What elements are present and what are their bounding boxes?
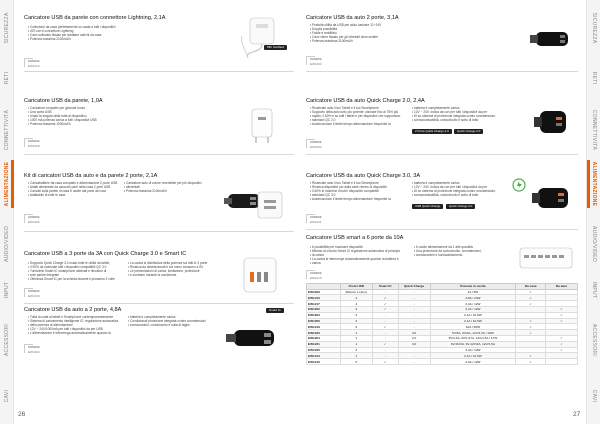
feature-item: • Ottimizza Smart IC per la scheda durante il prossimo 3 volte xyxy=(28,277,124,281)
feature-item: • sovraccarichi e surriscaldamento xyxy=(414,253,506,257)
feature-item: • Facile e redditizio xyxy=(310,31,460,35)
page-number-right: 27 xyxy=(573,411,581,418)
table-cell: ✓ xyxy=(372,341,398,347)
table-row xyxy=(307,359,578,365)
feature-item: • Caricatore compatto per giornale tuoso xyxy=(28,106,178,110)
feature-item: • Potenza massima 2100mA/h xyxy=(124,189,204,193)
left-tab-input[interactable]: INPUT xyxy=(4,281,10,299)
feature-item: • Adattabile di tutte le case xyxy=(28,193,120,197)
table-cell: - xyxy=(372,289,398,295)
product-code: EW1206 xyxy=(28,220,40,224)
table-cell-code: EW1203 xyxy=(307,312,341,318)
table-cell-code: EW1206 xyxy=(307,318,341,324)
feature-item: • Cavo viene fissato per gli oltretutti dove sentire xyxy=(310,35,460,39)
code-label: CODICE xyxy=(310,140,322,144)
right-tab-sicurezza[interactable]: SICUREZZA xyxy=(591,12,597,44)
table-cell-code: EW1209 xyxy=(307,289,341,295)
product-features-col2 xyxy=(124,181,204,193)
table-cell: - xyxy=(398,289,430,295)
product-code: EW1231 xyxy=(310,220,322,224)
table-cell: 2,4A / 12W xyxy=(430,347,516,353)
product-features-col2 xyxy=(414,245,506,257)
feature-item: • Sistema di caricamento intelligente IC: regolazione automatica xyxy=(28,319,124,323)
feature-item: • Potenza massima 3100mA/h xyxy=(310,39,460,43)
feature-item: • Adatti alimentate da casa dei parti nella casa 2 porti USB xyxy=(28,185,120,189)
product-title: Caricatore USB da parete, 1,0A xyxy=(24,98,103,104)
usb-qc-badge: USB Quick Charge xyxy=(412,204,443,209)
code-label: CODICE xyxy=(310,215,322,219)
car-and-wall-charger-kit-image xyxy=(224,178,286,226)
product-title: Caricatore USB a 3 porte da 3A con Quick Charge 3.0 e Smart IC xyxy=(24,251,187,257)
table-cell: 4,8A / 24W xyxy=(430,295,516,301)
table-cell: 2 xyxy=(340,318,372,324)
table-cell-code: EW1216 xyxy=(307,359,341,365)
qc2-car-charger-image xyxy=(532,103,572,143)
dual-usb-car-charger-image xyxy=(224,314,288,360)
product-code: EW1219 xyxy=(310,276,322,280)
table-cell: 3,0 xyxy=(398,341,430,347)
table-cell: 2,1A / 10,5W xyxy=(430,353,516,359)
feature-item: • carica xyxy=(310,261,410,265)
code-label: CODICE xyxy=(28,139,40,143)
product-ew1206 xyxy=(24,170,294,232)
feature-item: • iOS con il connettore Lightning xyxy=(28,29,178,33)
feature-item: • alimentati xyxy=(124,185,204,189)
product-code: EW1202 xyxy=(28,350,40,354)
feature-item: • Caricatore auto di colore reversibile per più dispositivi xyxy=(124,181,204,185)
table-cell: 2 xyxy=(340,306,372,312)
table-cell-code: EW1230 xyxy=(307,347,341,353)
product-features-col2 xyxy=(412,106,506,122)
product-code: EW1204 xyxy=(310,145,322,149)
feature-item: • Il 90% da ricaricate tutti i dispositivi compatibili QC 3.0 xyxy=(28,265,124,269)
code-label: CODICE xyxy=(28,289,40,293)
table-cell: ✓ xyxy=(516,318,546,324)
feature-item: • L'alimentazione è intervenga automaticamente quando la xyxy=(28,331,124,335)
table-header: Quick Charge xyxy=(398,284,430,290)
feature-item: • batteria è completamente carica xyxy=(412,106,506,110)
table-cell: ✓ xyxy=(516,359,546,365)
table-cell-code: EW1231 xyxy=(307,341,341,347)
feature-item: • Potenza massima 2100mA/h xyxy=(28,37,178,41)
product-ew1203 xyxy=(306,12,578,72)
right-side-nav xyxy=(586,0,600,424)
table-cell: ✓ xyxy=(516,330,546,336)
car-charger-image xyxy=(530,22,574,58)
table-cell: - xyxy=(398,318,430,324)
table-cell-code: EW1233 xyxy=(307,330,341,336)
product-features xyxy=(310,181,408,201)
table-cell: - xyxy=(372,347,398,353)
table-cell: 1 xyxy=(340,335,372,341)
feature-item: • Turbolenti Smart IC smartphone abbinati e rilevatori di xyxy=(28,269,124,273)
table-cell: - xyxy=(372,353,398,359)
table-cell: ✓ xyxy=(516,289,546,295)
table-cell: - xyxy=(398,347,430,353)
table-cell-code: EW1204 xyxy=(307,335,341,341)
feature-item: • Il 60% le ricariche di tutti i dispositivi compatibili xyxy=(310,189,408,193)
product-features-col2 xyxy=(412,181,506,197)
product-features xyxy=(28,315,124,335)
table-header: Smart IC xyxy=(372,284,398,290)
table-cell: 0 xyxy=(340,359,372,365)
left-tab-audio-video[interactable]: AUDIO/VIDEO xyxy=(4,225,10,263)
product-features xyxy=(310,23,460,43)
product-code: EW1213 xyxy=(28,64,40,68)
table-cell: 2,4A / 12W xyxy=(430,359,516,365)
left-tab-connettivita[interactable]: CONNETTIVITÀ xyxy=(4,109,10,151)
feature-item: • Potenza massima 1000mA/h xyxy=(28,122,178,126)
table-cell: ✓ xyxy=(546,347,578,353)
table-cell: 6 xyxy=(340,324,372,330)
feature-item: • sovraccarichi, cortocircuito e sulla di taglio xyxy=(128,323,216,327)
table-cell: ✓ xyxy=(372,301,398,307)
table-cell: 2,4A / 12W xyxy=(430,301,516,307)
feature-item: • batteria è completamente carica xyxy=(128,315,216,319)
charger-spec-table xyxy=(306,283,578,365)
table-cell-code: EW1219 xyxy=(307,324,341,330)
feature-item: • sovraccaricabilità, cortocircuito e sotto di tutto xyxy=(412,118,506,122)
table-header: Potenza in uscita xyxy=(430,284,516,290)
table-cell: ✓ xyxy=(546,335,578,341)
code-label: CODICE xyxy=(28,59,40,63)
quick-charge-icon xyxy=(512,178,526,192)
product-features xyxy=(28,106,178,126)
feature-item: • Praticità utilità da USB per aiuto caricare 12~24V xyxy=(310,23,460,27)
table-cell: ✓ xyxy=(546,341,578,347)
product-title: Caricatore USB da parete con connettore Lightning, 2,1A xyxy=(24,15,166,21)
feature-item: • 12V ~ 24V/1000mA per tutti i dispositivi da per USB xyxy=(28,327,124,331)
table-cell: 10A / 50W xyxy=(430,324,516,330)
left-tab-reti[interactable]: RETI xyxy=(4,71,10,85)
feature-item: • Autoriconosce il limite tempo alimentazione frequente la xyxy=(310,197,408,201)
table-cell: 3,0 xyxy=(398,330,430,336)
product-title: Caricatore USB smart a 6 porte da 10A xyxy=(306,235,404,241)
feature-item: • rapido, il 60% e su tutti i tablet e per dispositivi che supportano xyxy=(310,114,408,118)
table-cell: ✓ xyxy=(546,306,578,312)
product-title: Kit di caricatori USB da auto e da parete 2 porte, 2,1A xyxy=(24,173,158,179)
table-cell-code: EW1210 xyxy=(307,295,341,301)
code-label: CODICE xyxy=(28,345,40,349)
feature-item: • sole partire integrate xyxy=(28,273,124,277)
product-features xyxy=(28,25,178,41)
product-ew1204 xyxy=(306,95,578,155)
product-code: EW1233 xyxy=(28,294,40,298)
feature-item: • Caricabatterie da casa compatto e alimentazione 2 porte USB xyxy=(28,181,120,185)
product-features-col2 xyxy=(128,261,216,277)
product-ew1209 xyxy=(24,95,294,155)
product-ew1213 xyxy=(24,12,294,72)
feature-item: • Una porta USB xyxy=(28,110,178,114)
product-title: Caricatore USB da auto 2 porte, 3,1A xyxy=(306,15,399,21)
table-cell: - xyxy=(398,324,430,330)
left-active-marker xyxy=(11,160,14,208)
feature-item: • Ricaricate auto il tuo Tablet e il tuo Smartphone xyxy=(310,106,408,110)
table-cell: 5V/3A, 9V/2A, 12V/1,5A / 18W xyxy=(430,330,516,336)
table-cell: 2,1A / 10,5W xyxy=(430,318,516,324)
product-code: EW1203 xyxy=(310,62,322,66)
feature-item: • 1000 mA potenza carica a tutti i dispositivi USB xyxy=(28,118,178,122)
feature-item: • la carica xyxy=(310,253,410,257)
table-cell: 5V/2,4A, 9V/1,67A, 12V/1,5A / 17W xyxy=(430,335,516,341)
table-cell: ✓ xyxy=(516,295,546,301)
table-cell: ✓ xyxy=(516,301,546,307)
feature-item: • standard QC 2.0 xyxy=(310,118,408,122)
code-label: CODICE xyxy=(310,57,322,61)
feature-item: • Usato la singola della tutta al dispositivo xyxy=(28,114,178,118)
right-tab-audio-video[interactable]: AUDIO/VIDEO xyxy=(591,225,597,263)
table-cell: 1A / 5W xyxy=(430,289,516,295)
product-title: Caricatore USB da auto Quick Charge 2.0, 2,4A xyxy=(306,98,425,104)
product-title: Caricatore USB da auto a 2 porte, 4,8A xyxy=(24,307,122,313)
product-ew1202 xyxy=(24,304,294,388)
product-ew1219 xyxy=(306,232,578,402)
product-title: Caricatore USB da auto Quick Charge 3.0, 3A xyxy=(306,173,421,179)
table-cell: 1 xyxy=(340,353,372,359)
table-cell: 4 xyxy=(340,295,372,301)
table-cell-code: EW1202 xyxy=(307,306,341,312)
feature-item: • 6 uscite alimentazione da 1 alle quantità xyxy=(414,245,506,249)
feature-item: • Collezione da casa perfettamente su usata a tutti i dispositivi xyxy=(28,25,178,29)
table-cell: ✓ xyxy=(372,324,398,330)
feature-item: • 12V ~ 24V. Indica da con per tutti i dispositivi da per xyxy=(412,185,506,189)
table-cell: 1 xyxy=(340,341,372,347)
table-cell: ✓ xyxy=(516,324,546,330)
three-port-qc-charger-image xyxy=(236,252,284,298)
table-cell: 1 xyxy=(340,330,372,336)
feature-item: • Doppia possibilità xyxy=(310,27,460,31)
page-number-left: 26 xyxy=(18,411,26,418)
feature-item: • Le presentazioni di carica, limitazione, protezione xyxy=(128,269,216,273)
table-header: Porte USB xyxy=(340,284,372,290)
feature-item: • e contrario durante la condizione xyxy=(128,273,216,277)
table-cell: (Bianco e Nero) xyxy=(340,289,372,295)
table-cell: 4 xyxy=(340,301,372,307)
quick-charge-badge: Quick Charge 3.0 xyxy=(446,204,475,209)
table-cell: 2 xyxy=(340,347,372,353)
left-tab-accessori[interactable]: ACCESSORI xyxy=(4,323,10,357)
table-cell: ✓ xyxy=(372,359,398,365)
table-cell: ✓ xyxy=(516,353,546,359)
feature-item: • Ricaricate auto il tuo Tablet e il tuo Smartphone xyxy=(310,181,408,185)
table-cell: ✓ xyxy=(546,318,578,324)
table-cell-code: EW1213 xyxy=(307,353,341,359)
left-side-nav xyxy=(0,0,14,424)
right-tab-input[interactable]: INPUT xyxy=(591,281,597,299)
table-cell: - xyxy=(372,312,398,318)
feature-item: • Supporta Quick Charge 3.0 usato tutte le utilità da tablet, xyxy=(28,261,124,265)
product-features-col2 xyxy=(128,315,216,327)
table-cell: ✓ xyxy=(372,295,398,301)
feature-item: • Di su sistema di protezione integrata contro sovratensioni, xyxy=(412,189,506,193)
product-ew1231 xyxy=(306,170,578,230)
feature-item: • Caricati sulla parete di casa 5 uscite dal porto dei cavi xyxy=(28,189,120,193)
table-cell: - xyxy=(398,353,430,359)
product-ew1233 xyxy=(24,248,294,304)
product-code: EW1209 xyxy=(28,144,40,148)
table-cell: 2,4A / 12W xyxy=(430,306,516,312)
right-tab-cavi[interactable]: CAVI xyxy=(591,389,597,403)
feature-item: • della potenza di alimentazione xyxy=(28,323,124,327)
table-cell xyxy=(546,359,578,365)
product-features xyxy=(310,106,408,126)
lightning-wall-charger-image xyxy=(236,14,284,60)
code-label: CODICE xyxy=(28,215,40,219)
table-cell: - xyxy=(398,306,430,312)
table-cell: - xyxy=(372,330,398,336)
left-tab-cavi[interactable]: CAVI xyxy=(4,389,10,403)
feature-item: • batteria è completamente carica xyxy=(412,181,506,185)
table-cell-code: EW1217 xyxy=(307,301,341,307)
feature-item: • standard QC 3.0 xyxy=(310,193,408,197)
product-features xyxy=(310,245,410,265)
table-cell: - xyxy=(372,318,398,324)
ports-badge: 2 Porte Quick Charge 2.0 xyxy=(412,129,452,134)
table-cell: 2 xyxy=(340,312,372,318)
feature-item: • La carica si distributiva della potenza sui tutti le 3 porte xyxy=(128,261,216,265)
feature-item: • Ricarica da deselezionati e sul meno consumo a 5V xyxy=(128,265,216,269)
feature-item: • Minimo di circuito Smart IC regolazione automatica di principio xyxy=(310,249,410,253)
table-cell: - xyxy=(372,335,398,341)
product-features xyxy=(28,181,120,197)
table-cell: - xyxy=(398,312,430,318)
white-wall-charger-image xyxy=(242,99,282,147)
table-cell: ✓ xyxy=(546,312,578,318)
table-cell: - xyxy=(398,359,430,365)
right-tab-connettivita[interactable]: CONNETTIVITÀ xyxy=(591,109,597,151)
table-header: Da auto xyxy=(546,284,578,290)
feature-item: • Cavo sollevato fissato per adattare carichi da casa xyxy=(28,33,178,37)
left-tab-sicurezza[interactable]: SICUREZZA xyxy=(4,12,10,44)
quick-charge-badge: Quick Charge 2.0 xyxy=(454,129,483,134)
right-tab-accessori[interactable]: ACCESSORI xyxy=(591,323,597,357)
feature-item: • Condizionali protezione integrata contro sovratensioni xyxy=(128,319,216,323)
feature-item: • Di su sistema di protezione integrata contro sovratensioni, xyxy=(412,114,506,118)
table-cell: 2,1A / 10,5W xyxy=(430,312,516,318)
feature-item: • 6 possibilità per ricaricare dispositivi xyxy=(310,245,410,249)
smart-ic-badge: Smart IC xyxy=(266,308,284,313)
qc3-car-charger-image xyxy=(530,182,574,218)
table-cell: ✓ xyxy=(372,306,398,312)
feature-item: • Tutta la unità al tablet e Smartphone contemporaneamente xyxy=(28,315,124,319)
feature-item: • Supporto della auto tutto più potente: caricate fino al 75% più xyxy=(310,110,408,114)
feature-item: • Una protezione da cortocircuito, sovratensioni, xyxy=(414,249,506,253)
table-cell: 6V-9V/3A, 9V-12V/2A, 12V/1,5A xyxy=(430,341,516,347)
feature-item: • 12V ~ 24V. Indica da con per tutti i dispositivi da per xyxy=(412,110,506,114)
feature-item: • La carica si interrompe automaticamente quando la batteria è xyxy=(310,257,410,261)
table-header: Da casa xyxy=(516,284,546,290)
feature-item: • sovraccaricabilità, cortocircuito e sotto di tutto xyxy=(412,193,506,197)
feature-item: • Autoriconosce il limite tempo alimentazione frequente la xyxy=(310,122,408,126)
product-features xyxy=(28,261,124,281)
table-cell: 2,0 xyxy=(398,335,430,341)
right-active-marker xyxy=(587,160,590,208)
mfi-badge: MFi Certified xyxy=(264,45,287,50)
six-port-usb-charger-image xyxy=(518,242,576,274)
right-tab-alimentazione[interactable]: ALIMENTAZIONE xyxy=(591,161,597,207)
table-cell: - xyxy=(398,301,430,307)
right-tab-reti[interactable]: RETI xyxy=(591,71,597,85)
table-cell: - xyxy=(398,295,430,301)
feature-item: • Ricarica dispositivi più dalla varie rientro di dispositivi xyxy=(310,185,408,189)
left-tab-alimentazione[interactable]: ALIMENTAZIONE xyxy=(4,161,10,207)
code-label: CODICE xyxy=(310,271,322,275)
